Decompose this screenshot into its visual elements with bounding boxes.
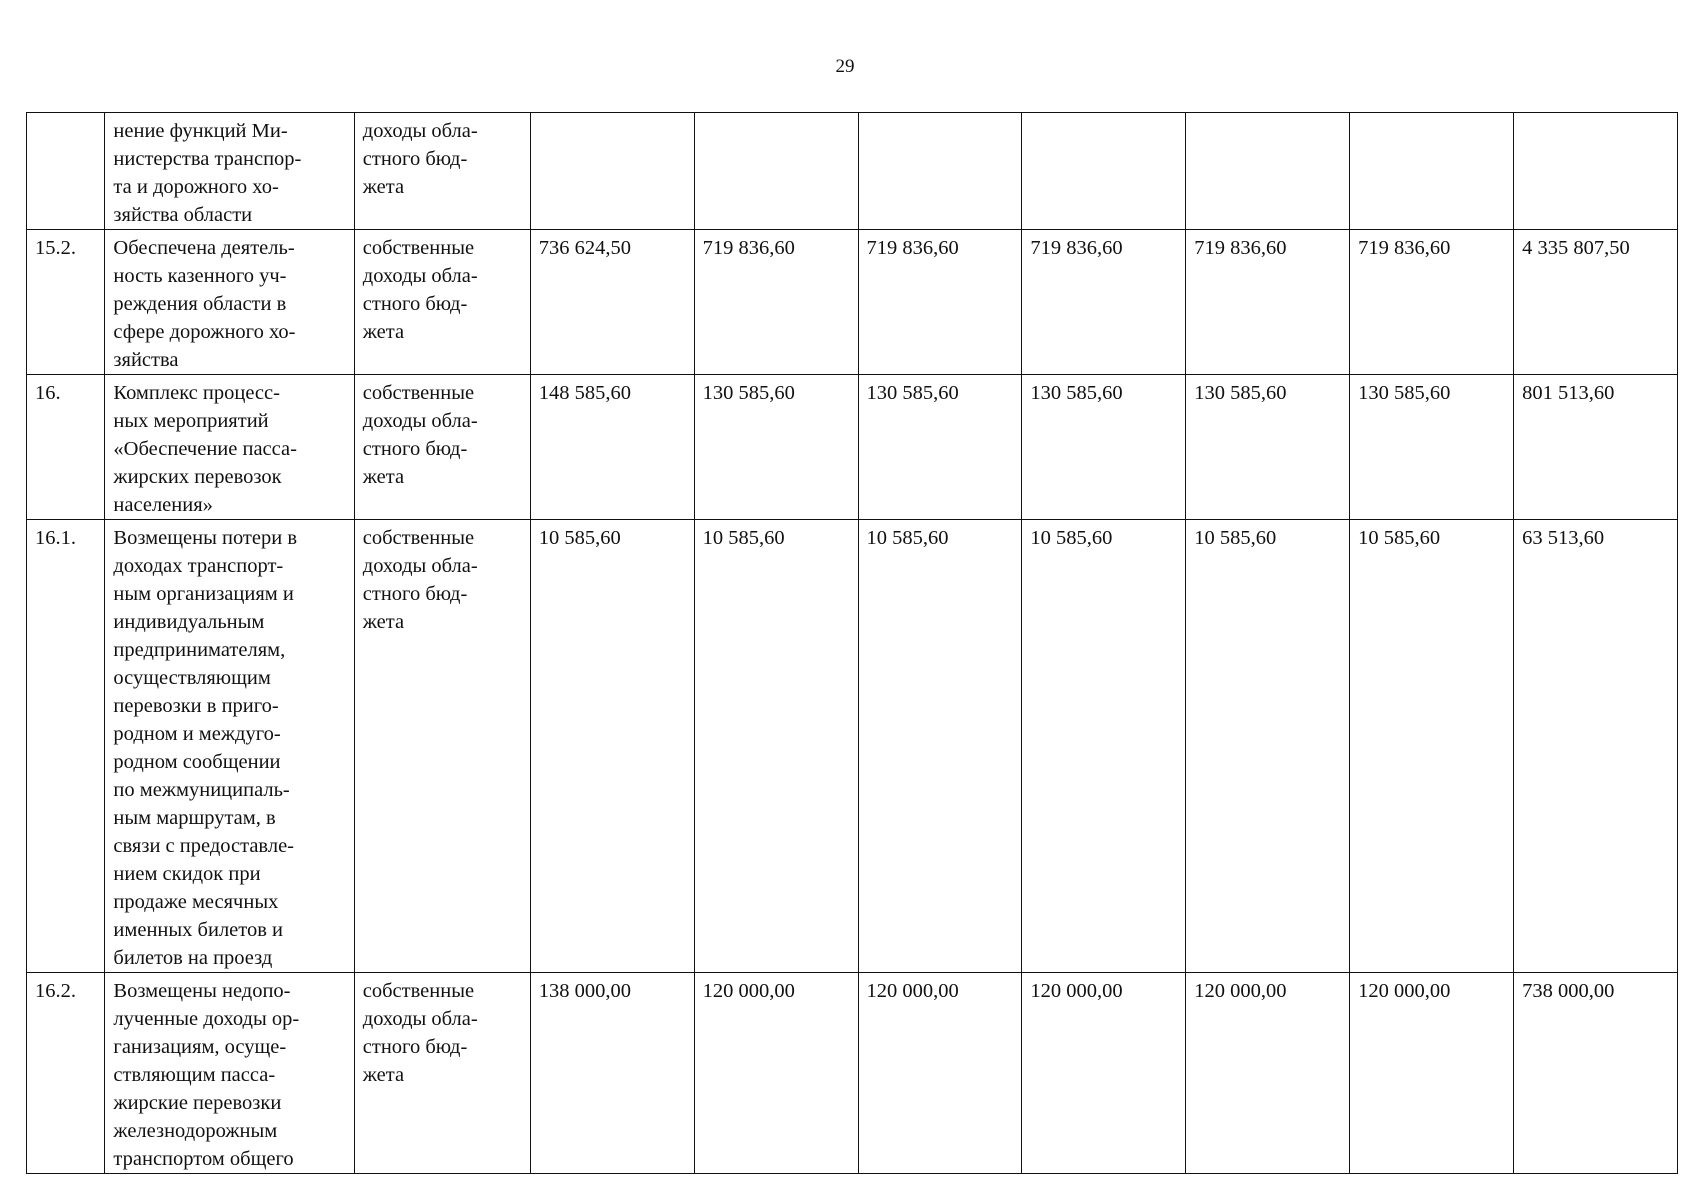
value-cell: 138 000,00 bbox=[530, 973, 694, 1174]
value-cell: 120 000,00 bbox=[1350, 973, 1514, 1174]
value-cell: 130 585,60 bbox=[694, 375, 858, 520]
budget-table bbox=[26, 112, 1678, 1174]
table-row bbox=[27, 230, 1678, 375]
page-number: 29 bbox=[835, 56, 855, 77]
value-cell: 130 585,60 bbox=[858, 375, 1022, 520]
value-cell: 719 836,60 bbox=[1022, 230, 1186, 375]
value-cell: 148 585,60 bbox=[530, 375, 694, 520]
total-cell: 4 335 807,50 bbox=[1514, 230, 1678, 375]
total-cell bbox=[1514, 113, 1678, 230]
value-cell: 130 585,60 bbox=[1022, 375, 1186, 520]
value-cell: 10 585,60 bbox=[694, 520, 858, 973]
total-cell: 63 513,60 bbox=[1514, 520, 1678, 973]
value-cell: 120 000,00 bbox=[858, 973, 1022, 1174]
value-cell bbox=[1350, 113, 1514, 230]
value-cell bbox=[858, 113, 1022, 230]
row-number: 15.2. bbox=[27, 230, 105, 375]
value-cell: 719 836,60 bbox=[858, 230, 1022, 375]
value-cell: 736 624,50 bbox=[530, 230, 694, 375]
value-cell: 10 585,60 bbox=[1022, 520, 1186, 973]
activity-name: Возмещены недопо- лученные доходы ор- ганизациям, осуще- ствляющим пасса- жирские перевозки железнодорожным транспортом общего bbox=[105, 973, 354, 1174]
value-cell: 719 836,60 bbox=[1350, 230, 1514, 375]
total-cell: 801 513,60 bbox=[1514, 375, 1678, 520]
value-cell: 10 585,60 bbox=[1186, 520, 1350, 973]
funding-source: собственные доходы обла- стного бюд- жета bbox=[354, 230, 530, 375]
row-number bbox=[27, 113, 105, 230]
value-cell bbox=[1022, 113, 1186, 230]
activity-name: Возмещены потери в доходах транспорт- ным организациям и индивидуальным предпринимателям, осуществляющим перевозки в приго- родном и междуго- родном сообщении по межмуниципаль- ным маршрутам, в связи с предоставле- нием скидок при продаже месячных именных билетов и билетов на проезд bbox=[105, 520, 354, 973]
activity-name: нение функций Ми- нистерства транспор- та и дорожного хо- зяйства области bbox=[105, 113, 354, 230]
value-cell: 10 585,60 bbox=[1350, 520, 1514, 973]
row-number: 16.2. bbox=[27, 973, 105, 1174]
value-cell bbox=[530, 113, 694, 230]
value-cell: 10 585,60 bbox=[530, 520, 694, 973]
funding-source: доходы обла- стного бюд- жета bbox=[354, 113, 530, 230]
value-cell: 719 836,60 bbox=[694, 230, 858, 375]
table-row bbox=[27, 973, 1678, 1174]
value-cell bbox=[694, 113, 858, 230]
activity-name: Обеспечена деятель- ность казенного уч- реждения области в сфере дорожного хо- зяйства bbox=[105, 230, 354, 375]
funding-source: собственные доходы обла- стного бюд- жета bbox=[354, 520, 530, 973]
table-row bbox=[27, 520, 1678, 973]
funding-source: собственные доходы обла- стного бюд- жета bbox=[354, 375, 530, 520]
value-cell: 130 585,60 bbox=[1186, 375, 1350, 520]
table-row bbox=[27, 375, 1678, 520]
value-cell: 10 585,60 bbox=[858, 520, 1022, 973]
value-cell: 120 000,00 bbox=[1022, 973, 1186, 1174]
value-cell: 719 836,60 bbox=[1186, 230, 1350, 375]
funding-source: собственные доходы обла- стного бюд- жета bbox=[354, 973, 530, 1174]
row-number: 16. bbox=[27, 375, 105, 520]
total-cell: 738 000,00 bbox=[1514, 973, 1678, 1174]
value-cell: 130 585,60 bbox=[1350, 375, 1514, 520]
value-cell: 120 000,00 bbox=[694, 973, 858, 1174]
value-cell: 120 000,00 bbox=[1186, 973, 1350, 1174]
value-cell bbox=[1186, 113, 1350, 230]
row-number: 16.1. bbox=[27, 520, 105, 973]
table-row bbox=[27, 113, 1678, 230]
activity-name: Комплекс процесс- ных мероприятий «Обеспечение пасса- жирских перевозок населения» bbox=[105, 375, 354, 520]
